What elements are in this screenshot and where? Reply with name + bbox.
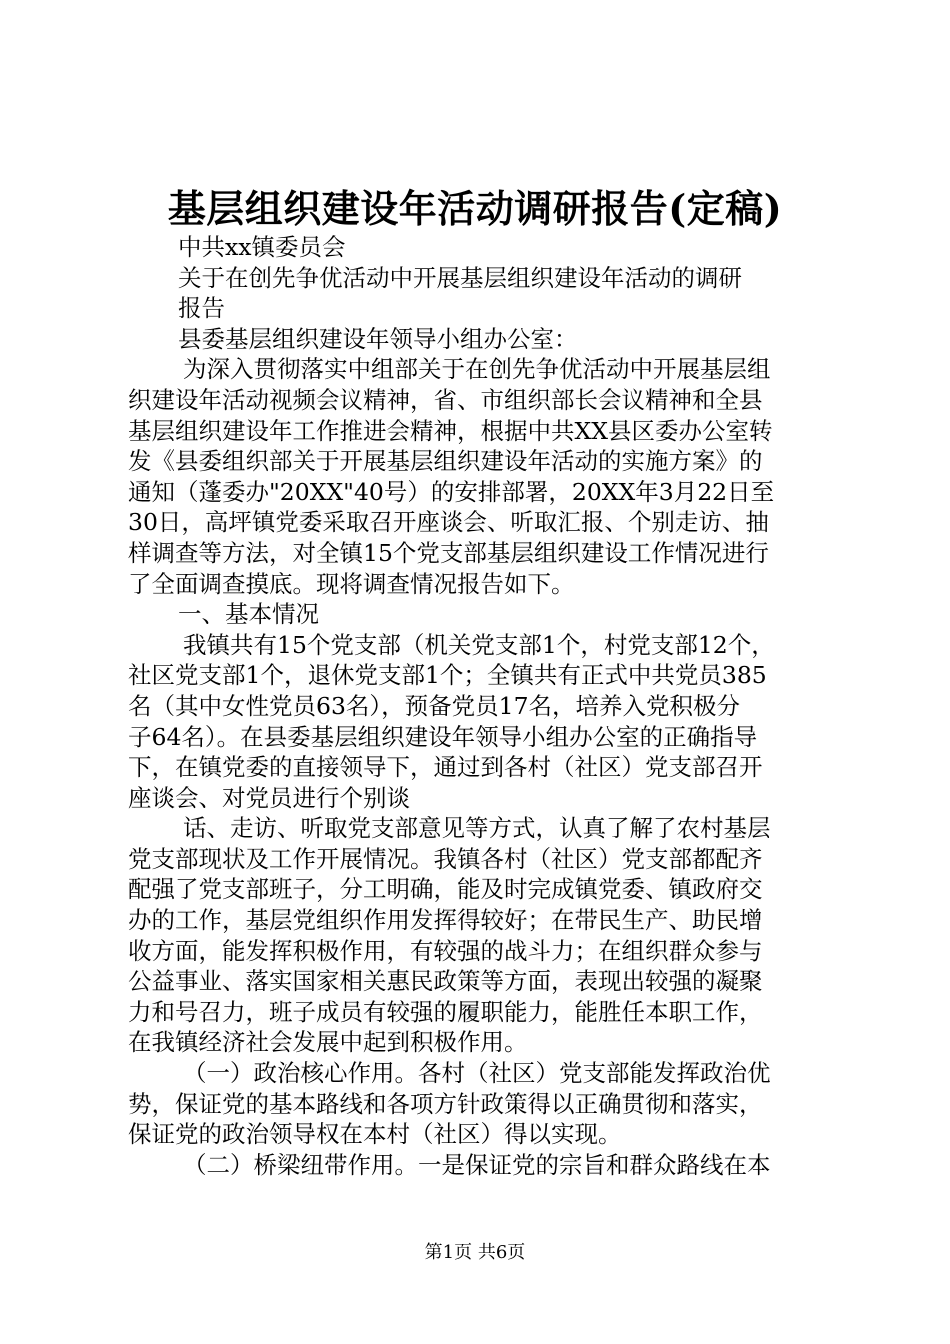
page-footer: 第1页 共6页 [424, 1242, 526, 1263]
body-text-line: 一、基本情况 [178, 600, 319, 629]
body-text-line: 样调查等方法，对全镇15个党支部基层组织建设工作情况进行 [128, 538, 769, 567]
body-text-line: 座谈会、对党员进行个别谈 [128, 783, 410, 812]
document-body [128, 232, 830, 1180]
body-text-line: （一）政治核心作用。各村（社区）党支部能发挥政治优 [183, 1059, 771, 1088]
body-text-line: 党支部现状及工作开展情况。我镇各村（社区）党支部都配齐 [128, 844, 763, 873]
body-text-line: 社区党支部1个，退休党支部1个；全镇共有正式中共党员385 [128, 661, 767, 690]
body-text-line: 收方面，能发挥积极作用，有较强的战斗力；在组织群众参与 [128, 936, 763, 965]
body-text-line: 为深入贯彻落实中组部关于在创先争优活动中开展基层组 [183, 355, 771, 384]
body-text-line: 30日，高坪镇党委采取召开座谈会、听取汇报、个别走访、抽 [128, 508, 769, 537]
body-text-line: 势，保证党的基本路线和各项方针政策得以正确贯彻和落实， [128, 1089, 763, 1118]
body-text-line: 在我镇经济社会发展中起到积极作用。 [128, 1028, 528, 1057]
body-text-line: 基层组织建设年工作推进会精神，根据中共XX县区委办公室转 [128, 416, 773, 445]
body-text-line: 中共xx镇委员会 [178, 233, 346, 261]
body-text-line: 保证党的政治领导权在本村（社区）得以实现。 [128, 1120, 622, 1149]
body-text-line: 子64名）。在县委基层组织建设年领导小组办公室的正确指导 [128, 722, 758, 751]
body-text-line: 通知（蓬委办"20XX"40号）的安排部署，20XX年3月22日至 [128, 477, 775, 506]
body-text-line: 我镇共有15个党支部（机关党支部1个，村党支部12个， [183, 630, 775, 659]
body-text-line: 公益事业、落实国家相关惠民政策等方面，表现出较强的凝聚 [128, 967, 763, 996]
document-title: 基层组织建设年活动调研报告(定稿) [167, 186, 783, 231]
body-text-line: 名（其中女性党员63名），预备党员17名，培养入党积极分 [128, 691, 741, 720]
body-text-line: 话、走访、听取党支部意见等方式，认真了解了农村基层 [183, 814, 771, 843]
body-text-line: （二）桥梁纽带作用。一是保证党的宗旨和群众路线在本 [183, 1150, 771, 1179]
body-text-line: 办的工作，基层党组织作用发挥得较好；在带民生产、助民增 [128, 906, 763, 935]
body-text-line: 织建设年活动视频会议精神，省、市组织部长会议精神和全县 [128, 385, 763, 414]
body-text-line: 下，在镇党委的直接领导下，通过到各村（社区）党支部召开 [128, 753, 763, 782]
body-text-line: 力和号召力，班子成员有较强的履职能力，能胜任本职工作， [128, 997, 763, 1026]
body-text-line: 报告 [178, 294, 225, 323]
body-text-line: 关于在创先争优活动中开展基层组织建设年活动的调研 [178, 263, 742, 292]
body-text-line: 了全面调查摸底。现将调查情况报告如下。 [128, 569, 575, 598]
body-text-line: 县委基层组织建设年领导小组办公室： [178, 324, 578, 353]
body-text-line: 配强了党支部班子，分工明确，能及时完成镇党委、镇政府交 [128, 875, 763, 904]
body-text-line: 发《县委组织部关于开展基层组织建设年活动的实施方案》的 [128, 447, 763, 476]
